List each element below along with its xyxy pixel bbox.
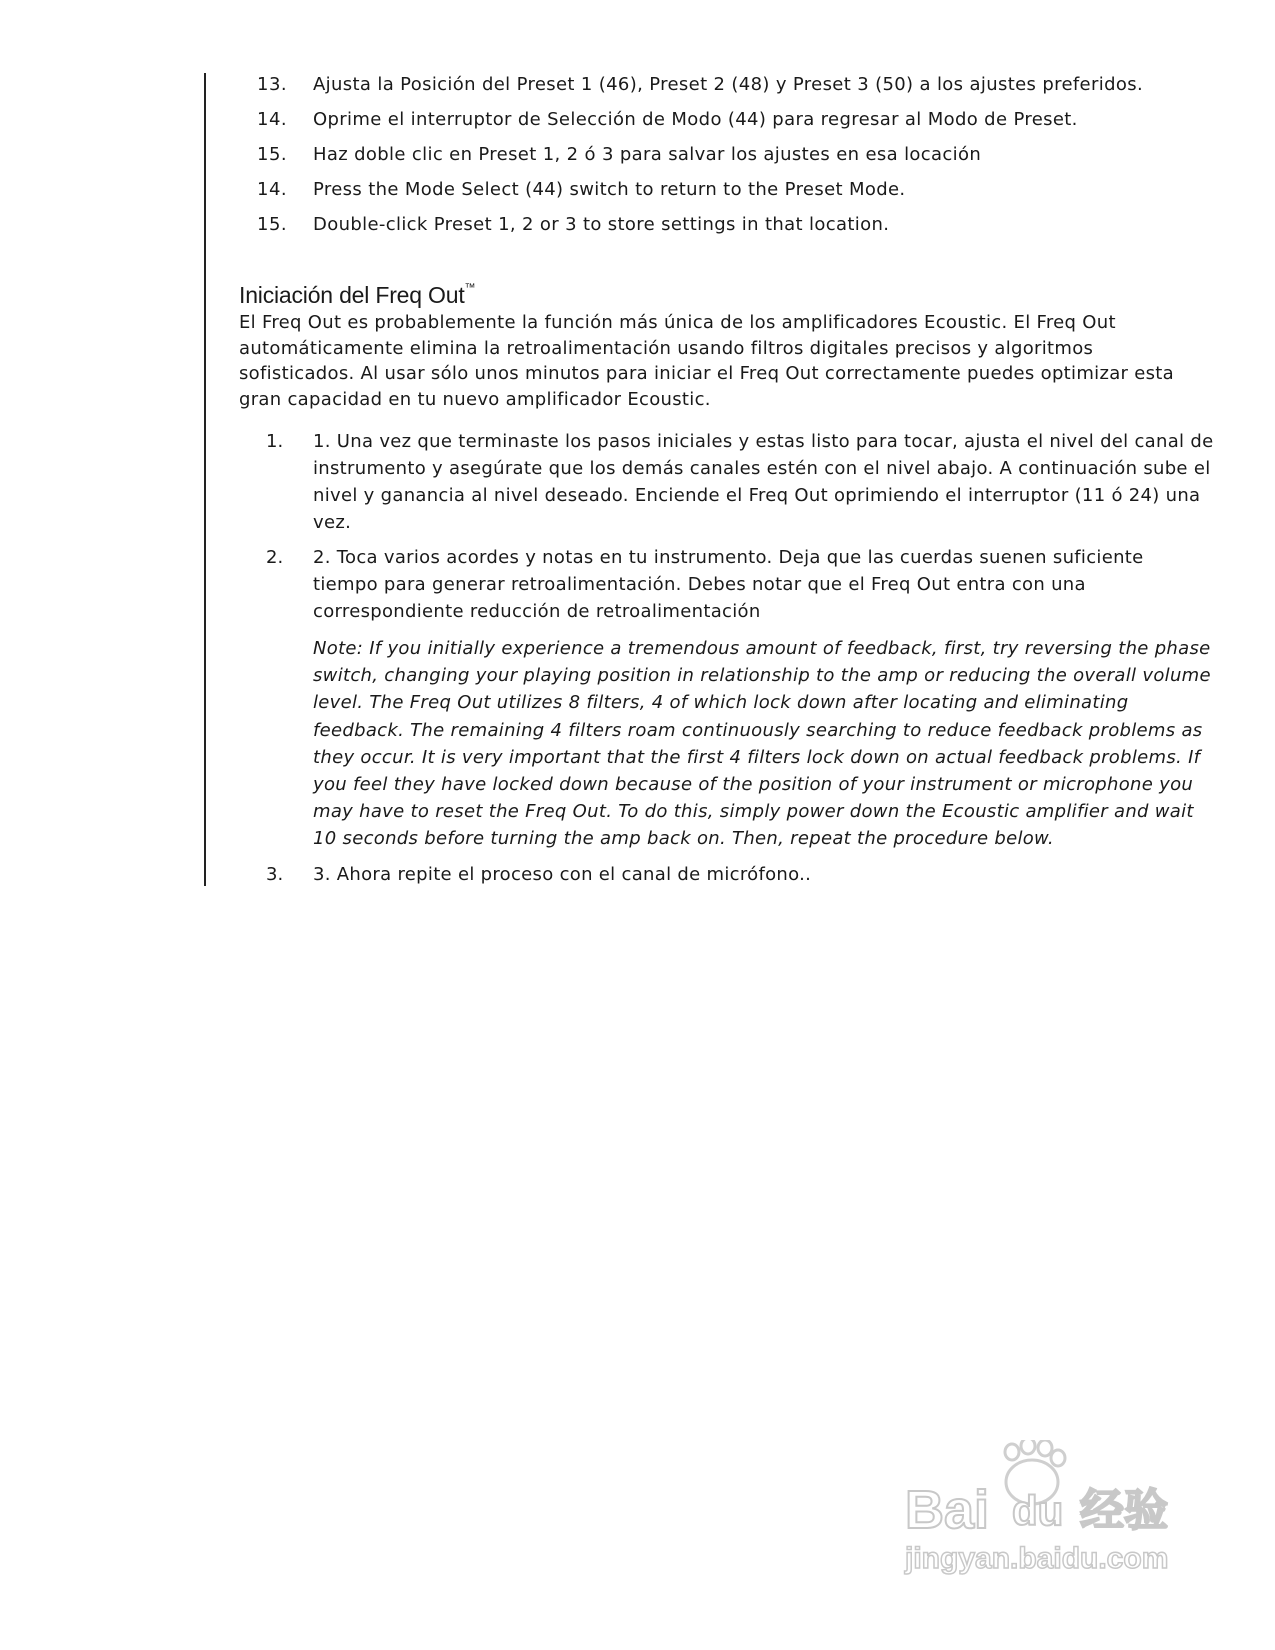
note-line: may have to reset the Freq Out. To do this, simply power down the Ecoustic amplifier and wait xyxy=(313,801,1194,823)
step-number: 3. xyxy=(266,864,284,885)
note-line: 10 seconds before turning the amp back on. Then, repeat the procedure below. xyxy=(313,828,1054,850)
freq-out-steps xyxy=(0,428,1275,634)
top-numbered-list xyxy=(0,71,1275,246)
section-heading xyxy=(239,272,475,311)
baidu-jingyan-watermark xyxy=(900,1440,1200,1580)
step-line: 3. Ahora repite el proceso con el canal de micrófono.. xyxy=(313,864,812,885)
list-item-text: Oprime el interruptor de Selección de Modo (44) para regresar al Modo de Preset. xyxy=(313,109,1078,130)
step-line: instrumento y asegúrate que los demás canales estén con el nivel abajo. A continuación sube el xyxy=(313,458,1211,479)
intro-line: automáticamente elimina la retroalimentación usando filtros digitales precisos y algoritmos xyxy=(239,337,1094,359)
list-item-text: Press the Mode Select (44) switch to return to the Preset Mode. xyxy=(313,179,906,200)
step-line: tiempo para generar retroalimentación. Debes notar que el Freq Out entra con una xyxy=(313,574,1086,595)
step-item xyxy=(0,428,1275,544)
watermark-brand-cn: 经验 xyxy=(1080,1485,1168,1536)
list-item xyxy=(0,71,1275,106)
step-body xyxy=(313,428,1214,536)
list-item xyxy=(0,211,1275,246)
note-line: feedback. The remaining 4 filters roam continuously searching to reduce feedback problems as xyxy=(313,719,1203,741)
list-item-number: 14. xyxy=(257,179,288,200)
intro-line: gran capacidad en tu nuevo amplificador Ecoustic. xyxy=(239,388,711,410)
intro-line: El Freq Out es probablemente la función más única de los amplificadores Ecoustic. El Freq Out xyxy=(239,312,1116,333)
step-body xyxy=(313,861,1208,888)
note-paragraph xyxy=(313,635,1211,853)
step-line: vez. xyxy=(313,512,352,533)
note-line: they occur. It is very important that the first 4 filters lock down on actual feedback problems. If xyxy=(313,746,1201,768)
intro-paragraph xyxy=(239,310,1209,412)
watermark-url: jingyan.baidu.com xyxy=(905,1542,1169,1575)
list-item-text: Haz doble clic en Preset 1, 2 ó 3 para salvar los ajustes en esa locación xyxy=(313,144,982,165)
step-line: 1. Una vez que terminaste los pasos iniciales y estas listo para tocar, ajusta el nivel del canal de xyxy=(313,431,1214,452)
step-line: 2. Toca varios acordes y notas en tu instrumento. Deja que las cuerdas suenen suficiente xyxy=(313,547,1144,568)
list-item-number: 14. xyxy=(257,109,288,130)
section-heading-text: Iniciación del Freq Out xyxy=(239,282,465,308)
note-line: Note: If you initially experience a tremendous amount of feedback, first, try reversing the phase xyxy=(313,638,1211,659)
note-line: switch, changing your playing position in relationship to the amp or reducing the overall volume xyxy=(313,665,1211,687)
list-item xyxy=(0,106,1275,141)
step-number: 2. xyxy=(266,547,284,568)
step-item xyxy=(0,544,1275,634)
list-item-number: 13. xyxy=(257,74,288,95)
list-item-number: 15. xyxy=(257,214,288,235)
step-number: 1. xyxy=(266,431,284,452)
step-item xyxy=(0,861,1275,888)
list-item-number: 15. xyxy=(257,144,288,165)
watermark-brand-right: du xyxy=(1012,1487,1064,1534)
note-line: level. The Freq Out utilizes 8 filters, 4 of which lock down after locating and eliminating xyxy=(313,692,1129,714)
note-line: you feel they have locked down because of the position of your instrument or microphone you xyxy=(313,774,1194,796)
list-item xyxy=(0,141,1275,176)
list-item-text: Double-click Preset 1, 2 or 3 to store settings in that location. xyxy=(313,214,890,235)
intro-line: sofisticados. Al usar sólo unos minutos para iniciar el Freq Out correctamente puedes optimizar esta xyxy=(239,363,1174,384)
list-item-text: Ajusta la Posición del Preset 1 (46), Preset 2 (48) y Preset 3 (50) a los ajustes preferidos. xyxy=(313,74,1144,95)
step-line: nivel y ganancia al nivel deseado. Enciende el Freq Out oprimiendo el interruptor (11 ó 24) una xyxy=(313,485,1201,506)
step-line: correspondiente reducción de retroalimentación xyxy=(313,601,761,622)
watermark-brand-left: Bai xyxy=(905,1480,990,1540)
list-item xyxy=(0,176,1275,211)
step-body xyxy=(313,544,1208,625)
trademark-symbol: ™ xyxy=(464,282,476,294)
